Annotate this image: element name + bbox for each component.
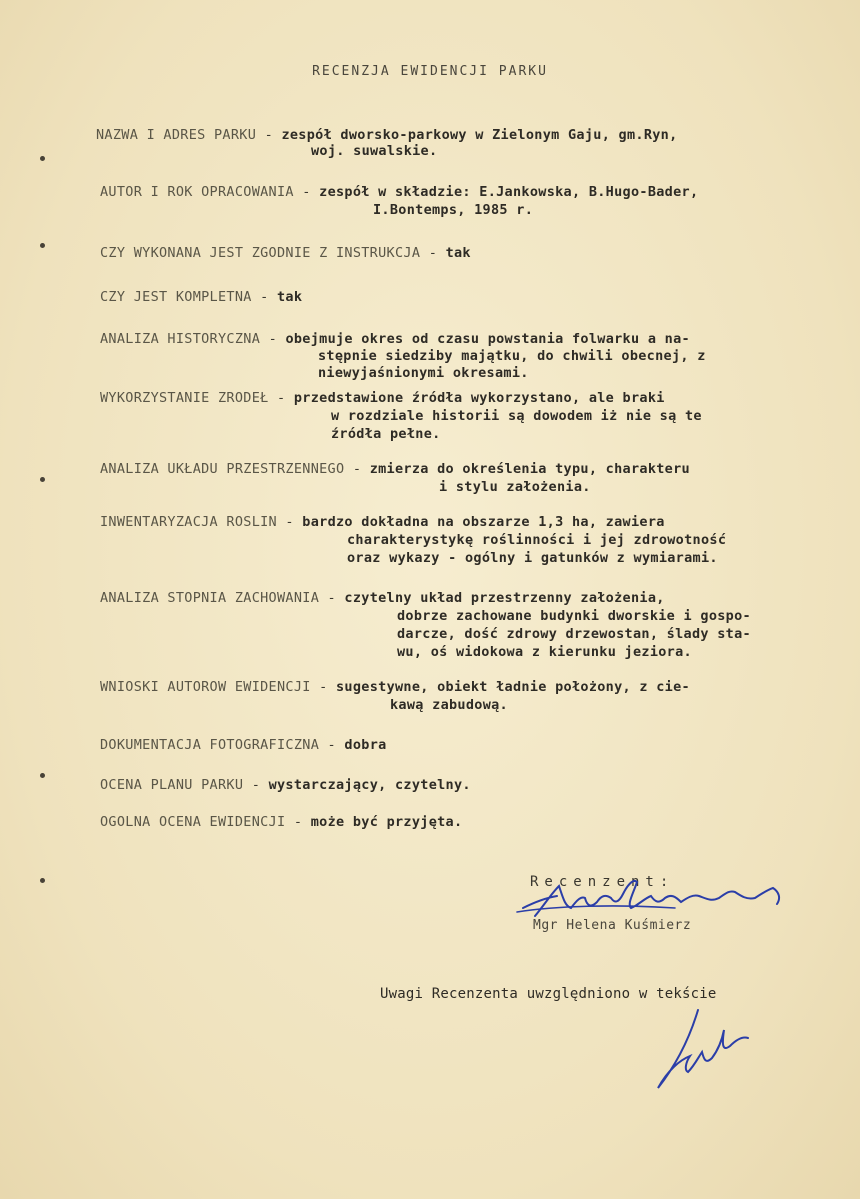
entry-label: DOKUMENTACJA FOTOGRAFICZNA [100, 737, 320, 753]
entry-value-cont: wu, oś widokowa z kierunku jeziora. [397, 644, 692, 660]
author-initials-signature [640, 1000, 780, 1095]
entry-preservation: ANALIZA STOPNIA ZACHOWANIA - czytelny układ przestrzenny założenia, [100, 590, 665, 606]
punch-hole [40, 878, 45, 883]
entry-value-cont: w rozdziale historii są dowodem iż nie są te [331, 408, 702, 424]
entry-value: czytelny układ przestrzenny założenia, [344, 590, 665, 606]
entry-value: tak [277, 289, 303, 305]
entry-value-cont: kawą zabudową. [390, 697, 508, 713]
entry-value: dobra [344, 737, 387, 753]
punch-hole [40, 773, 45, 778]
entry-plant-inventory: INWENTARYZACJA ROSLIN - bardzo dokładna na obszarze 1,3 ha, zawiera [100, 514, 665, 530]
entry-value-cont: charakterystykę roślinności i jej zdrowotność [347, 532, 727, 548]
entry-spatial-analysis: ANALIZA UKŁADU PRZESTRZENNEGO - zmierza do określenia typu, charakteru [100, 461, 690, 477]
review-note: Uwagi Recenzenta uwzględniono w tekście [380, 986, 717, 1002]
entry-value-cont: darcze, dość zdrowy drzewostan, ślady sta- [397, 626, 751, 642]
punch-hole [40, 243, 45, 248]
entry-value: tak [445, 245, 471, 261]
entry-value-cont: źródła pełne. [331, 426, 441, 442]
entry-overall-rating: OGOLNA OCENA EWIDENCJI - może być przyjęta. [100, 814, 463, 830]
entry-value: bardzo dokładna na obszarze 1,3 ha, zawiera [302, 514, 665, 530]
entry-value-cont: I.Bontemps, 1985 r. [373, 202, 534, 218]
entry-park-name: NAZWA I ADRES PARKU - zespół dworsko-parkowy w Zielonym Gaju, gm.Ryn, [96, 127, 678, 143]
entry-value-cont: woj. suwalskie. [311, 143, 438, 159]
entry-label: OGOLNA OCENA EWIDENCJI [100, 814, 286, 830]
entry-label: CZY WYKONANA JEST ZGODNIE Z INSTRUKCJA [100, 245, 421, 261]
entry-label: ANALIZA STOPNIA ZACHOWANIA [100, 590, 320, 606]
entry-value: sugestywne, obiekt ładnie położony, z cie- [336, 679, 690, 695]
entry-label: ANALIZA UKŁADU PRZESTRZENNEGO [100, 461, 345, 477]
entry-completeness: CZY JEST KOMPLETNA - tak [100, 289, 303, 305]
entry-value-cont: niewyjaśnionymi okresami. [318, 365, 529, 381]
entry-label: ANALIZA HISTORYCZNA [100, 331, 261, 347]
entry-conclusions: WNIOSKI AUTOROW EWIDENCJI - sugestywne, obiekt ładnie położony, z cie- [100, 679, 690, 695]
entry-compliance: CZY WYKONANA JEST ZGODNIE Z INSTRUKCJA - tak [100, 245, 471, 261]
entry-value: zmierza do określenia typu, charakteru [369, 461, 690, 477]
entry-value: wystarczający, czytelny. [268, 777, 471, 793]
entry-historical-analysis: ANALIZA HISTORYCZNA - obejmuje okres od czasu powstania folwarku a na- [100, 331, 690, 347]
entry-label: AUTOR I ROK OPRACOWANIA [100, 184, 294, 200]
entry-photo-docs: DOKUMENTACJA FOTOGRAFICZNA - dobra [100, 737, 387, 753]
entry-label: OCENA PLANU PARKU [100, 777, 244, 793]
reviewer-name: Mgr Helena Kuśmierz [533, 918, 692, 933]
entry-value: przedstawione źródła wykorzystano, ale braki [293, 390, 665, 406]
entry-label: NAZWA I ADRES PARKU [96, 127, 257, 143]
entry-sources: WYKORZYSTANIE ZRODEŁ - przedstawione źródła wykorzystano, ale braki [100, 390, 665, 406]
entry-value: zespół dworsko-parkowy w Zielonym Gaju, gm.Ryn, [281, 127, 678, 143]
entry-value-cont: i stylu założenia. [439, 479, 591, 495]
entry-value-cont: dobrze zachowane budynki dworskie i gospo- [397, 608, 751, 624]
entry-plan-rating: OCENA PLANU PARKU - wystarczający, czytelny. [100, 777, 471, 793]
entry-value: obejmuje okres od czasu powstania folwarku a na- [285, 331, 690, 347]
entry-value-cont: oraz wykazy - ogólny i gatunków z wymiarami. [347, 550, 718, 566]
entry-label: CZY JEST KOMPLETNA [100, 289, 252, 305]
document-title: RECENZJA EWIDENCJI PARKU [312, 64, 548, 79]
entry-value: może być przyjęta. [310, 814, 463, 830]
reviewer-label: Recenzent: [530, 874, 675, 890]
entry-value: zespół w składzie: E.Jankowska, B.Hugo-Bader, [319, 184, 699, 200]
punch-hole [40, 156, 45, 161]
entry-author-year: AUTOR I ROK OPRACOWANIA - zespół w składzie: E.Jankowska, B.Hugo-Bader, [100, 184, 699, 200]
punch-hole [40, 477, 45, 482]
entry-value-cont: stępnie siedziby majątku, do chwili obecnej, z [318, 348, 706, 364]
entry-label: INWENTARYZACJA ROSLIN [100, 514, 277, 530]
entry-label: WYKORZYSTANIE ZRODEŁ [100, 390, 269, 406]
entry-label: WNIOSKI AUTOROW EWIDENCJI [100, 679, 311, 695]
